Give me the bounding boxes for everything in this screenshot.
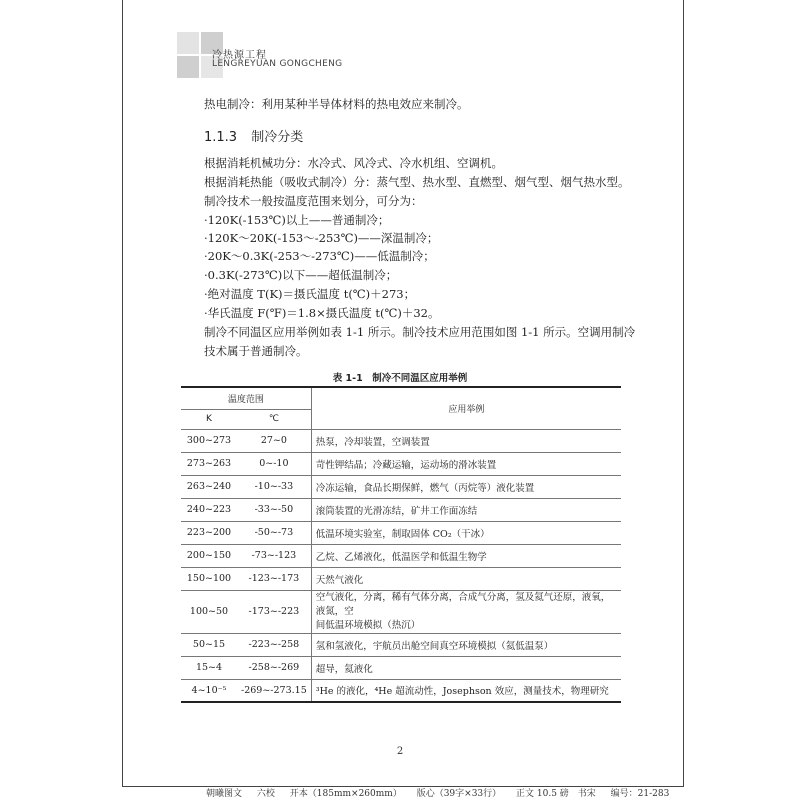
header-decoration-square bbox=[177, 56, 199, 78]
section-number: 1.1.3 bbox=[204, 130, 238, 145]
cell-kelvin: 263~240 bbox=[181, 475, 237, 498]
table-row bbox=[181, 452, 621, 475]
footer-format: 开本（185mm×260mm） bbox=[289, 789, 402, 799]
cell-celsius: 27~0 bbox=[237, 429, 311, 452]
header-kelvin: K bbox=[181, 409, 237, 429]
table-row bbox=[181, 544, 621, 567]
cell-celsius: -258~-269 bbox=[237, 656, 311, 679]
table-row bbox=[181, 429, 621, 452]
cell-kelvin: 200~150 bbox=[181, 544, 237, 567]
paragraph: 制冷不同温区应用举例如表 1-1 所示。制冷技术应用范围如图 1-1 所示。空调用制冷 bbox=[204, 325, 636, 339]
header-celsius: ℃ bbox=[237, 409, 311, 429]
cell-celsius: -33~-50 bbox=[237, 498, 311, 521]
print-footer bbox=[206, 786, 681, 799]
cell-application: 滚筒装置的光滑冻结，矿井工作面冻结 bbox=[311, 498, 621, 521]
paragraph: 制冷技术一般按温度范围来划分，可分为： bbox=[204, 194, 423, 208]
cell-application: 天然气液化 bbox=[311, 567, 621, 590]
table-row bbox=[181, 590, 621, 633]
cell-celsius: -173~-223 bbox=[237, 590, 311, 633]
cell-application: 乙烷、乙烯液化，低温医学和低温生物学 bbox=[311, 544, 621, 567]
cell-celsius: -73~-123 bbox=[237, 544, 311, 567]
cell-application bbox=[311, 590, 621, 633]
footer-font: 正文 10.5 磅 书宋 bbox=[516, 789, 596, 799]
table-caption: 表 1-1 制冷不同温区应用举例 bbox=[332, 373, 468, 384]
cell-kelvin: 300~273 bbox=[181, 429, 237, 452]
header-decoration-square bbox=[177, 32, 199, 54]
cell-kelvin: 100~50 bbox=[181, 590, 237, 633]
table-row bbox=[181, 567, 621, 590]
cell-kelvin: 223~200 bbox=[181, 521, 237, 544]
cell-application: 低温环境实验室，制取固体 CO₂（干冰） bbox=[311, 521, 621, 544]
cell-celsius: -10~-33 bbox=[237, 475, 311, 498]
footer-code: 编号：21-283 bbox=[610, 789, 670, 799]
cell-kelvin: 15~4 bbox=[181, 656, 237, 679]
table-row bbox=[181, 475, 621, 498]
paragraph: 热电制冷：利用某种半导体材料的热电效应来制冷。 bbox=[204, 97, 469, 111]
list-item: ·120K(-153℃)以上——普通制冷； bbox=[204, 213, 390, 227]
cell-celsius: -123~-173 bbox=[237, 567, 311, 590]
cell-celsius: 0~-10 bbox=[237, 452, 311, 475]
cell-application-line: 空气液化，分离，稀有气体分离，合成气分离，氢及氦气还原，液氧，液氮，空 bbox=[315, 591, 611, 617]
cell-application: 苛性钾结晶；冷藏运输，运动场的滑冰装置 bbox=[311, 452, 621, 475]
cell-application: 氢和氢液化，宇航员出舱空间真空环境模拟（氦低温泵） bbox=[311, 633, 621, 656]
cell-kelvin: 240~223 bbox=[181, 498, 237, 521]
list-item: ·华氏温度 F(℉)＝1.8×摄氏温度 t(℃)＋32。 bbox=[204, 306, 440, 320]
cell-celsius: -223~-258 bbox=[237, 633, 311, 656]
paragraph: 技术属于普通制冷。 bbox=[204, 344, 308, 358]
page-number: 2 bbox=[396, 746, 404, 757]
cell-application: ³He 的液化，⁴He 超流动性，Josephson 效应，测量技术，物理研究 bbox=[311, 679, 621, 702]
cell-kelvin: 4~10⁻⁵ bbox=[181, 679, 237, 702]
cell-kelvin: 50~15 bbox=[181, 633, 237, 656]
table-row bbox=[181, 521, 621, 544]
list-item: ·20K～0.3K(-253～-273℃)——低温制冷； bbox=[204, 249, 435, 263]
cell-application: 热泵，冷却装置，空调装置 bbox=[311, 429, 621, 452]
header-temperature-range: 温度范围 bbox=[181, 387, 311, 409]
table-row bbox=[181, 679, 621, 702]
cell-celsius: -269~-273.15 bbox=[237, 679, 311, 702]
section-title: 制冷分类 bbox=[251, 130, 304, 145]
paragraph: 根据消耗机械功分：水冷式、风冷式、冷水机组、空调机。 bbox=[204, 156, 503, 170]
cell-application-line: 间低温环境模拟（热沉） bbox=[315, 619, 421, 631]
list-item: ·120K～20K(-153～-253℃)——深温制冷； bbox=[204, 231, 439, 245]
cell-celsius: -50~-73 bbox=[237, 521, 311, 544]
section-heading bbox=[204, 126, 303, 145]
table-row bbox=[181, 633, 621, 656]
table-row bbox=[181, 498, 621, 521]
header-application: 应用举例 bbox=[311, 387, 621, 429]
table-row bbox=[181, 656, 621, 679]
footer-proof: 六校 bbox=[256, 789, 275, 799]
cell-kelvin: 150~100 bbox=[181, 567, 237, 590]
footer-layout: 版心（39字×33行） bbox=[416, 789, 502, 799]
paragraph: 根据消耗热能（吸收式制冷）分：蒸气型、热水型、直燃型、烟气型、烟气热水型。 bbox=[204, 175, 630, 189]
list-item: ·绝对温度 T(K)＝摄氏温度 t(℃)＋273； bbox=[204, 287, 416, 301]
temperature-application-table bbox=[181, 386, 621, 703]
running-header-subtitle: LENGREYUAN GONGCHENG bbox=[212, 59, 343, 69]
cell-kelvin: 273~263 bbox=[181, 452, 237, 475]
cell-application: 超导，氦液化 bbox=[311, 656, 621, 679]
running-header-title: 冷热源工程 bbox=[212, 50, 267, 61]
cell-application: 冷冻运输，食品长期保鲜，燃气（丙烷等）液化装置 bbox=[311, 475, 621, 498]
list-item: ·0.3K(-273℃)以下——超低温制冷； bbox=[204, 268, 398, 282]
footer-publisher: 朝曦图文 bbox=[206, 789, 243, 799]
